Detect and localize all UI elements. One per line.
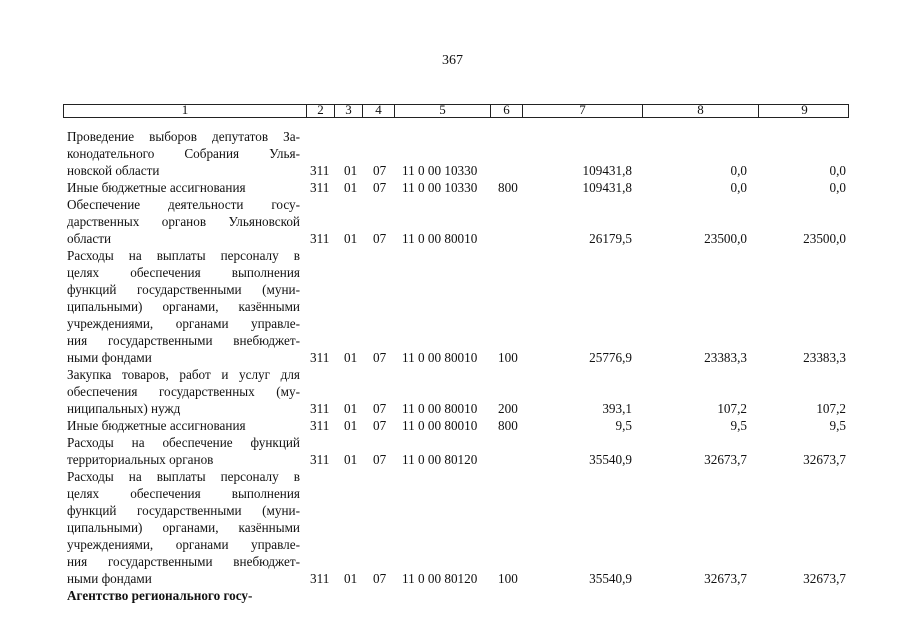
row-description-line: целях обеспечения выполнения [67,265,300,280]
header-col-1: 1 [181,102,189,117]
cell-c5: 11 0 00 80120 [402,571,478,586]
cell-c5: 11 0 00 80010 [402,401,478,416]
cell-c5: 11 0 00 80010 [402,231,478,246]
row-description-line: ния государственными внебюджет- [67,554,300,569]
cell-c7: 35540,9 [589,452,632,467]
cell-c3: 01 [344,571,358,586]
cell-c7: 35540,9 [589,571,632,586]
cell-c3: 01 [344,163,358,178]
cell-c8: 32673,7 [704,452,747,467]
row-description-line: Проведение выборов депутатов За- [67,129,300,144]
cell-c5: 11 0 00 80120 [402,452,478,467]
row-description-line: Иные бюджетные ассигнования [67,418,246,433]
cell-c7: 109431,8 [582,180,632,195]
row-description-line: Обеспечение деятельности госу- [67,197,300,212]
cell-c9: 0,0 [829,163,846,178]
cell-c2: 311 [310,231,330,246]
cell-c2: 311 [310,452,330,467]
cell-c5: 11 0 00 10330 [402,163,478,178]
page-number: 367 [442,53,463,68]
cell-c9: 32673,7 [803,571,846,586]
cell-c4: 07 [373,571,387,586]
cell-c5: 11 0 00 80010 [402,350,478,365]
cell-c9: 107,2 [816,401,846,416]
row-description-line: обеспечения государственных (му- [67,384,300,399]
cell-c5: 11 0 00 10330 [402,180,478,195]
cell-c4: 07 [373,231,387,246]
cell-c6: 200 [498,401,518,416]
cell-c7: 9,5 [615,418,632,433]
cell-c6: 800 [498,418,518,433]
cell-c2: 311 [310,350,330,365]
row-description-line: Агентство регионального госу- [67,588,253,603]
row-description-line: ными фондами [67,571,152,586]
row-description-line: Расходы на выплаты персоналу в [67,248,300,263]
header-col-8: 8 [642,105,758,117]
cell-c4: 07 [373,418,387,433]
row-description-line: целях обеспечения выполнения [67,486,300,501]
cell-c4: 07 [373,163,387,178]
cell-c2: 311 [310,180,330,195]
cell-c6: 100 [498,350,518,365]
row-description-line: новской области [67,163,160,178]
cell-c6: 800 [498,180,518,195]
cell-c4: 07 [373,452,387,467]
cell-c2: 311 [310,163,330,178]
cell-c8: 0,0 [730,163,747,178]
row-description-line: территориальных органов [67,452,214,467]
cell-c4: 07 [373,180,387,195]
cell-c8: 23500,0 [704,231,747,246]
cell-c3: 01 [344,180,358,195]
row-description-line: Расходы на обеспечение функций [67,435,300,450]
cell-c2: 311 [310,401,330,416]
cell-c2: 311 [310,418,330,433]
cell-c8: 0,0 [730,180,747,195]
cell-c9: 32673,7 [803,452,846,467]
row-description-line: ципальными) органами, казёнными [67,520,300,535]
cell-c7: 109431,8 [582,163,632,178]
cell-c7: 393,1 [602,401,632,416]
cell-c3: 01 [344,401,358,416]
cell-c9: 0,0 [829,180,846,195]
cell-c3: 01 [344,418,358,433]
header-col-5: 5 [394,105,490,117]
row-description-line: ниципальных) нужд [67,401,181,416]
row-description-line: области [67,231,112,246]
cell-c9: 23500,0 [803,231,846,246]
table-header [63,104,849,118]
row-description-line: дарственных органов Ульяновской [67,214,300,229]
header-col-3: 3 [334,105,362,117]
cell-c7: 26179,5 [589,231,632,246]
cell-c8: 23383,3 [704,350,747,365]
row-description-line: учреждениями, органами управле- [67,537,300,552]
cell-c7: 25776,9 [589,350,632,365]
cell-c5: 11 0 00 80010 [402,418,478,433]
cell-c6: 100 [498,571,518,586]
cell-c3: 01 [344,452,358,467]
cell-c9: 9,5 [829,418,846,433]
header-col-6: 6 [490,105,522,117]
row-description-line: ния государственными внебюджет- [67,333,300,348]
row-description-line: Расходы на выплаты персоналу в [67,469,300,484]
row-description-line: функций государственными (муни- [67,503,300,518]
cell-c3: 01 [344,231,358,246]
cell-c8: 9,5 [730,418,747,433]
cell-c2: 311 [310,571,330,586]
row-description-line: ципальными) органами, казёнными [67,299,300,314]
cell-c9: 23383,3 [803,350,846,365]
cell-c4: 07 [373,350,387,365]
row-description-line: конодательного Собрания Улья- [67,146,300,161]
cell-c3: 01 [344,350,358,365]
header-col-2: 2 [306,105,334,117]
header-col-7: 7 [522,105,642,117]
header-col-9: 9 [758,105,850,117]
header-col-4: 4 [362,105,394,117]
row-description-line: учреждениями, органами управле- [67,316,300,331]
row-description-line: функций государственными (муни- [67,282,300,297]
cell-c4: 07 [373,401,387,416]
row-description-line: ными фондами [67,350,152,365]
cell-c8: 107,2 [717,401,747,416]
row-description-line: Закупка товаров, работ и услуг для [67,367,300,382]
cell-c8: 32673,7 [704,571,747,586]
row-description-line: Иные бюджетные ассигнования [67,180,246,195]
